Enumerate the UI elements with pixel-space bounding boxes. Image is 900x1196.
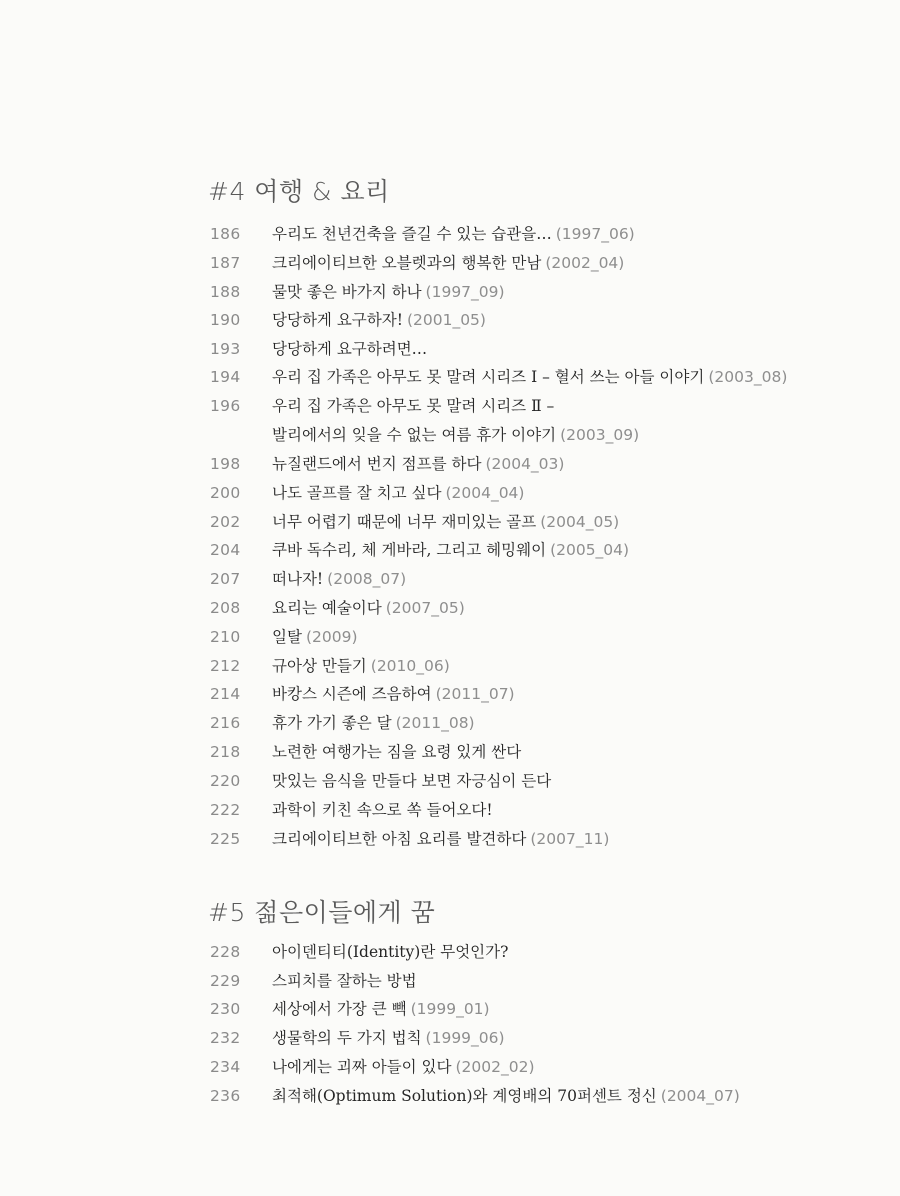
- entry-date: (2005_04): [550, 541, 630, 559]
- page-number: 236: [210, 1087, 241, 1105]
- entry-title: [272, 536, 629, 564]
- entry-title-text: 우리도 천년건축을 즐길 수 있는 습관을…: [272, 225, 552, 243]
- entry-title-text: 물맛 좋은 바가지 하나: [272, 283, 422, 301]
- entry-title: [272, 680, 515, 708]
- entry-title: [272, 652, 450, 680]
- toc-entry: [0, 796, 900, 824]
- toc-entry: [0, 335, 900, 363]
- entry-title-text: 당당하게 요구하려면…: [272, 340, 428, 358]
- entry-title-text: 과학이 키친 속으로 쏙 들어오다!: [272, 801, 493, 819]
- entry-title-text: 스피치를 잘하는 방법: [272, 972, 417, 990]
- entry-date: (2001_05): [406, 311, 486, 329]
- entry-title: [272, 709, 475, 737]
- toc-entry: [0, 565, 900, 593]
- entry-title: [272, 278, 505, 306]
- page-number: 210: [210, 628, 241, 646]
- toc-entry: [0, 938, 900, 966]
- toc-entry: [0, 967, 900, 995]
- entry-title: [272, 508, 619, 536]
- page-number: 218: [210, 743, 241, 761]
- page-number: 207: [210, 570, 241, 588]
- section-title: #5 젊은이들에게 꿈: [208, 898, 436, 927]
- entry-title-text: 노련한 여행가는 짐을 요령 있게 싼다: [272, 743, 522, 761]
- toc-entry: [0, 220, 900, 248]
- toc-entry: [0, 508, 900, 536]
- entry-title: [272, 995, 490, 1023]
- entry-title: [272, 767, 555, 795]
- toc-entry: [0, 1053, 900, 1081]
- entry-title: [272, 967, 421, 995]
- toc-entry: [0, 995, 900, 1023]
- entry-title-text: 크리에이티브한 아침 요리를 발견하다: [272, 830, 527, 848]
- entry-title-text: 아이덴티티(Identity)란 무엇인가?: [272, 943, 509, 961]
- toc-entry: [0, 623, 900, 651]
- entry-title: [272, 335, 431, 363]
- entry-date: (2007_11): [530, 830, 610, 848]
- entry-title-text: 쿠바 독수리, 체 게바라, 그리고 헤밍웨이: [272, 541, 547, 559]
- entry-title-text: 휴가 가기 좋은 달: [272, 714, 392, 732]
- page-number: 228: [210, 943, 241, 961]
- page-number: 234: [210, 1058, 241, 1076]
- entry-date: (1997_09): [425, 283, 505, 301]
- toc-entry: [0, 249, 900, 277]
- entry-title: [272, 220, 635, 248]
- toc-entry-continuation: [0, 421, 900, 449]
- page-number: 202: [210, 513, 241, 531]
- page-number: 194: [210, 368, 241, 386]
- toc-entry: [0, 738, 900, 766]
- entry-title: [272, 392, 558, 420]
- entry-title: [272, 363, 787, 391]
- entry-title: [272, 594, 465, 622]
- entry-title-text: 뉴질랜드에서 번지 점프를 하다: [272, 455, 482, 473]
- entry-title-text: 생물학의 두 가지 법칙: [272, 1029, 422, 1047]
- page-number: 200: [210, 484, 241, 502]
- entry-date: (2004_05): [540, 513, 620, 531]
- entry-title-text: 규아상 만들기: [272, 657, 367, 675]
- entry-title-text: 일탈: [272, 628, 302, 646]
- entry-date: (2003_09): [560, 426, 640, 444]
- entry-date: (2002_04): [545, 254, 625, 272]
- page-number: 225: [210, 830, 241, 848]
- entry-date: (2008_07): [327, 570, 407, 588]
- page-number: 232: [210, 1029, 241, 1047]
- toc-entry: [0, 594, 900, 622]
- page-number: 222: [210, 801, 241, 819]
- toc-entry: [0, 536, 900, 564]
- toc-entry: [0, 278, 900, 306]
- page-number: 229: [210, 972, 241, 990]
- entry-date: (2011_07): [435, 685, 515, 703]
- entry-date: (2004_07): [660, 1087, 740, 1105]
- entry-title-text: 너무 어렵기 때문에 너무 재미있는 골프: [272, 513, 537, 531]
- entry-date: (2004_04): [445, 484, 525, 502]
- entry-date: (2002_02): [455, 1058, 535, 1076]
- toc-entry: [0, 392, 900, 420]
- entry-title: [272, 450, 564, 478]
- entry-title: [272, 421, 639, 449]
- entry-title: [272, 306, 486, 334]
- toc-entry: [0, 450, 900, 478]
- entry-date: (2004_03): [485, 455, 565, 473]
- page-number: 230: [210, 1000, 241, 1018]
- page-number: 196: [210, 397, 241, 415]
- entry-title: [272, 796, 497, 824]
- toc-entry: [0, 363, 900, 391]
- toc-entry: [0, 709, 900, 737]
- entry-title-text: 우리 집 가족은 아무도 못 말려 시리즈 Ⅱ –: [272, 397, 555, 415]
- entry-date: (2010_06): [370, 657, 450, 675]
- entry-title: [272, 479, 524, 507]
- entry-title-text: 바캉스 시즌에 즈음하여: [272, 685, 432, 703]
- entry-title: [272, 1053, 535, 1081]
- entry-title: [272, 1024, 505, 1052]
- page-number: 193: [210, 340, 241, 358]
- entry-title-text: 맛있는 음식을 만들다 보면 자긍심이 든다: [272, 772, 552, 790]
- page-number: 214: [210, 685, 241, 703]
- page-number: 187: [210, 254, 241, 272]
- entry-title-text: 나도 골프를 잘 치고 싶다: [272, 484, 442, 502]
- entry-title-text: 당당하게 요구하자!: [272, 311, 403, 329]
- entry-title: [272, 1082, 740, 1110]
- toc-entry: [0, 306, 900, 334]
- page-number: 190: [210, 311, 241, 329]
- page-number: 198: [210, 455, 241, 473]
- entry-title-text: 세상에서 가장 큰 빽: [272, 1000, 407, 1018]
- entry-title-text: 우리 집 가족은 아무도 못 말려 시리즈 Ⅰ – 혈서 쓰는 아들 이야기: [272, 368, 705, 386]
- entry-title-text: 최적해(Optimum Solution)와 계영배의 70퍼센트 정신: [272, 1087, 657, 1105]
- page-number: 188: [210, 283, 241, 301]
- entry-date: (1999_06): [425, 1029, 505, 1047]
- toc-entry: [0, 1082, 900, 1110]
- page-number: 208: [210, 599, 241, 617]
- entry-title-text: 요리는 예술이다: [272, 599, 382, 617]
- page-number: 216: [210, 714, 241, 732]
- entry-date: (1997_06): [555, 225, 635, 243]
- entry-date: (2009): [305, 628, 358, 646]
- toc-entry: [0, 652, 900, 680]
- entry-title: [272, 565, 406, 593]
- entry-title: [272, 938, 512, 966]
- toc-entry: [0, 479, 900, 507]
- entry-date: (2003_08): [708, 368, 788, 386]
- entry-date: (2007_05): [385, 599, 465, 617]
- entry-title: [272, 249, 624, 277]
- entry-title-text: 크리에이티브한 오블렛과의 행복한 만남: [272, 254, 542, 272]
- entry-date: (1999_01): [410, 1000, 490, 1018]
- page-number: 186: [210, 225, 241, 243]
- toc-entry: [0, 825, 900, 853]
- page-number: 212: [210, 657, 241, 675]
- entry-title: [272, 623, 358, 651]
- page-number: 220: [210, 772, 241, 790]
- entry-title-text: 발리에서의 잊을 수 없는 여름 휴가 이야기: [272, 426, 557, 444]
- toc-entry: [0, 680, 900, 708]
- page-number: 204: [210, 541, 241, 559]
- entry-title-text: 떠나자!: [272, 570, 324, 588]
- entry-title: [272, 738, 525, 766]
- toc-entry: [0, 767, 900, 795]
- entry-title: [272, 825, 609, 853]
- entry-title-text: 나에게는 괴짜 아들이 있다: [272, 1058, 452, 1076]
- section-title: #4 여행 & 요리: [208, 177, 390, 206]
- entry-date: (2011_08): [395, 714, 475, 732]
- toc-entry: [0, 1024, 900, 1052]
